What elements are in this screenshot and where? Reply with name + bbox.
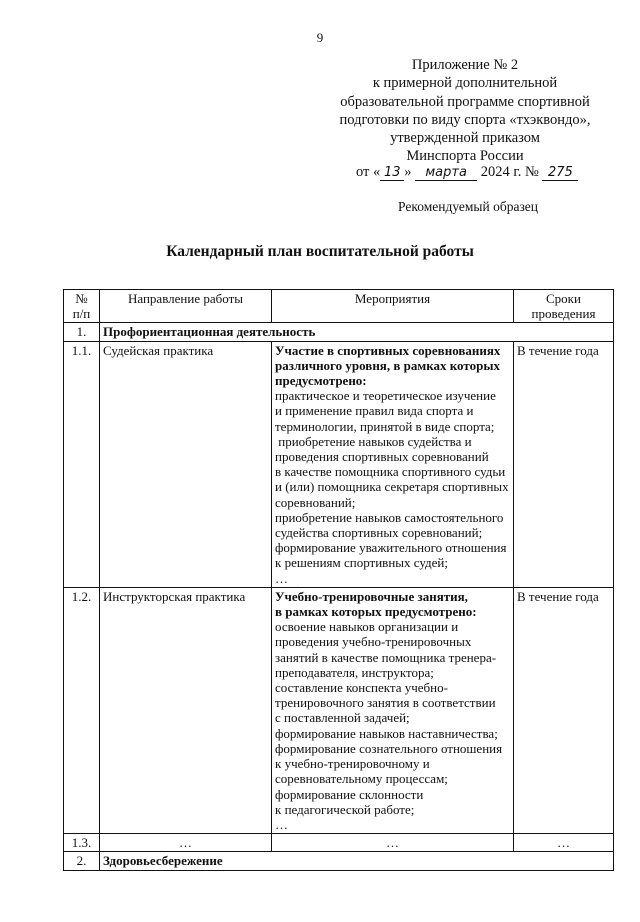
table-header-row: [64, 290, 614, 323]
event-line: практическое и теоретическое изучение: [275, 388, 496, 404]
section-title: Профориентационная деятельность: [100, 323, 614, 341]
event-line: формирование склонности: [275, 786, 424, 802]
row-number: 1.1.: [64, 341, 100, 587]
event-line: формирование навыков наставничества;: [275, 725, 498, 741]
event-line: освоение навыков организации и: [275, 619, 459, 635]
row-events: [272, 587, 514, 833]
order-date-line: [356, 164, 578, 181]
plan-table: [63, 289, 614, 871]
order-prefix: от «: [356, 164, 381, 180]
row-direction: Инструкторская практика: [100, 587, 272, 833]
appendix-line: утвержденной приказом: [390, 130, 540, 147]
page-number: 9: [316, 30, 324, 45]
appendix-line: подготовки по виду спорта «тхэквондо»,: [339, 111, 591, 128]
event-line: …: [275, 816, 288, 832]
event-lead-line: Учебно-тренировочные занятия,: [275, 588, 468, 604]
row-direction: Судейская практика: [100, 341, 272, 587]
event-line: терминологии, принятой в виде спорта;: [275, 418, 495, 434]
order-year-text: 2024 г. №: [480, 164, 539, 180]
header-events: Мероприятия: [272, 290, 514, 323]
event-line: формирование уважительного отношения: [275, 540, 507, 556]
section-row: [64, 323, 614, 341]
appendix-line: Минспорта России: [406, 148, 524, 165]
event-line: формирование сознательного отношения: [275, 740, 503, 756]
event-line: составление конспекта учебно-: [275, 680, 448, 696]
section-title: Здоровьесбережение: [100, 852, 614, 870]
row-events: …: [272, 834, 514, 852]
events-lead: [275, 589, 510, 619]
recommended-sample-label: Рекомендуемый образец: [398, 199, 539, 214]
order-month-handwritten: марта: [415, 166, 477, 181]
row-terms: В течение года: [514, 587, 614, 833]
event-line: соревнований;: [275, 494, 356, 510]
table-row: [64, 834, 614, 852]
event-lead-line: в рамках которых предусмотрено:: [275, 604, 477, 620]
header-direction: Направление работы: [100, 290, 272, 323]
header-num-line: №: [75, 291, 88, 306]
header-terms-line: Сроки: [546, 291, 581, 306]
section-number: 1.: [64, 323, 100, 341]
event-line: с поставленной задачей;: [275, 710, 410, 726]
event-lead-line: Участие в спортивных соревнованиях: [275, 342, 501, 358]
event-line: приобретение навыков судейства и: [275, 433, 472, 449]
event-line: и применение правил вида спорта и: [275, 403, 474, 419]
header-num: [64, 290, 100, 323]
event-line: проведения учебно-тренировочных: [275, 634, 472, 650]
row-number: 1.2.: [64, 587, 100, 833]
header-num-line: п/п: [72, 306, 91, 322]
row-events: [272, 341, 514, 587]
events-lead: [275, 343, 510, 389]
header-terms: [514, 290, 614, 323]
table-row: [64, 587, 614, 833]
event-lead-line: предусмотрено:: [275, 373, 367, 389]
event-line: к учебно-тренировочному и: [275, 756, 430, 772]
event-line: судейства спортивных соревнований;: [275, 525, 483, 541]
event-line: и (или) помощника секретаря спортивных: [275, 479, 509, 495]
event-line: к решениям спортивных судей;: [275, 555, 448, 571]
event-line: тренировочного занятия в соответствии: [275, 695, 496, 711]
document-title: Календарный план воспитательной работы: [166, 243, 474, 260]
section-number: 2.: [64, 852, 100, 870]
order-number-handwritten: 275: [542, 166, 578, 181]
appendix-line: Приложение № 2: [411, 57, 519, 73]
appendix-line: образовательной программе спортивной: [340, 93, 590, 110]
event-line: преподавателя, инструктора;: [275, 664, 434, 680]
event-line: …: [275, 570, 288, 586]
header-terms-line: проведения: [531, 306, 596, 322]
section-row: [64, 852, 614, 870]
event-lead-line: различного уровня, в рамках которых: [275, 357, 500, 373]
appendix-block: [300, 56, 630, 166]
table-row: [64, 341, 614, 587]
row-direction: …: [100, 834, 272, 852]
event-line: занятий в качестве помощника тренера-: [275, 649, 497, 665]
event-line: в качестве помощника спортивного судьи: [275, 464, 506, 480]
event-line: приобретение навыков самостоятельного: [275, 509, 504, 525]
appendix-line: к примерной дополнительной: [372, 75, 558, 92]
event-line: соревновательному процессам;: [275, 771, 448, 787]
row-terms: …: [514, 834, 614, 852]
row-terms: В течение года: [514, 341, 614, 587]
event-line: проведения спортивных соревнований: [275, 449, 489, 465]
row-number: 1.3.: [64, 834, 100, 852]
order-day-handwritten: 13: [380, 166, 404, 181]
order-mid: »: [404, 164, 412, 180]
event-line: к педагогической работе;: [275, 801, 415, 817]
